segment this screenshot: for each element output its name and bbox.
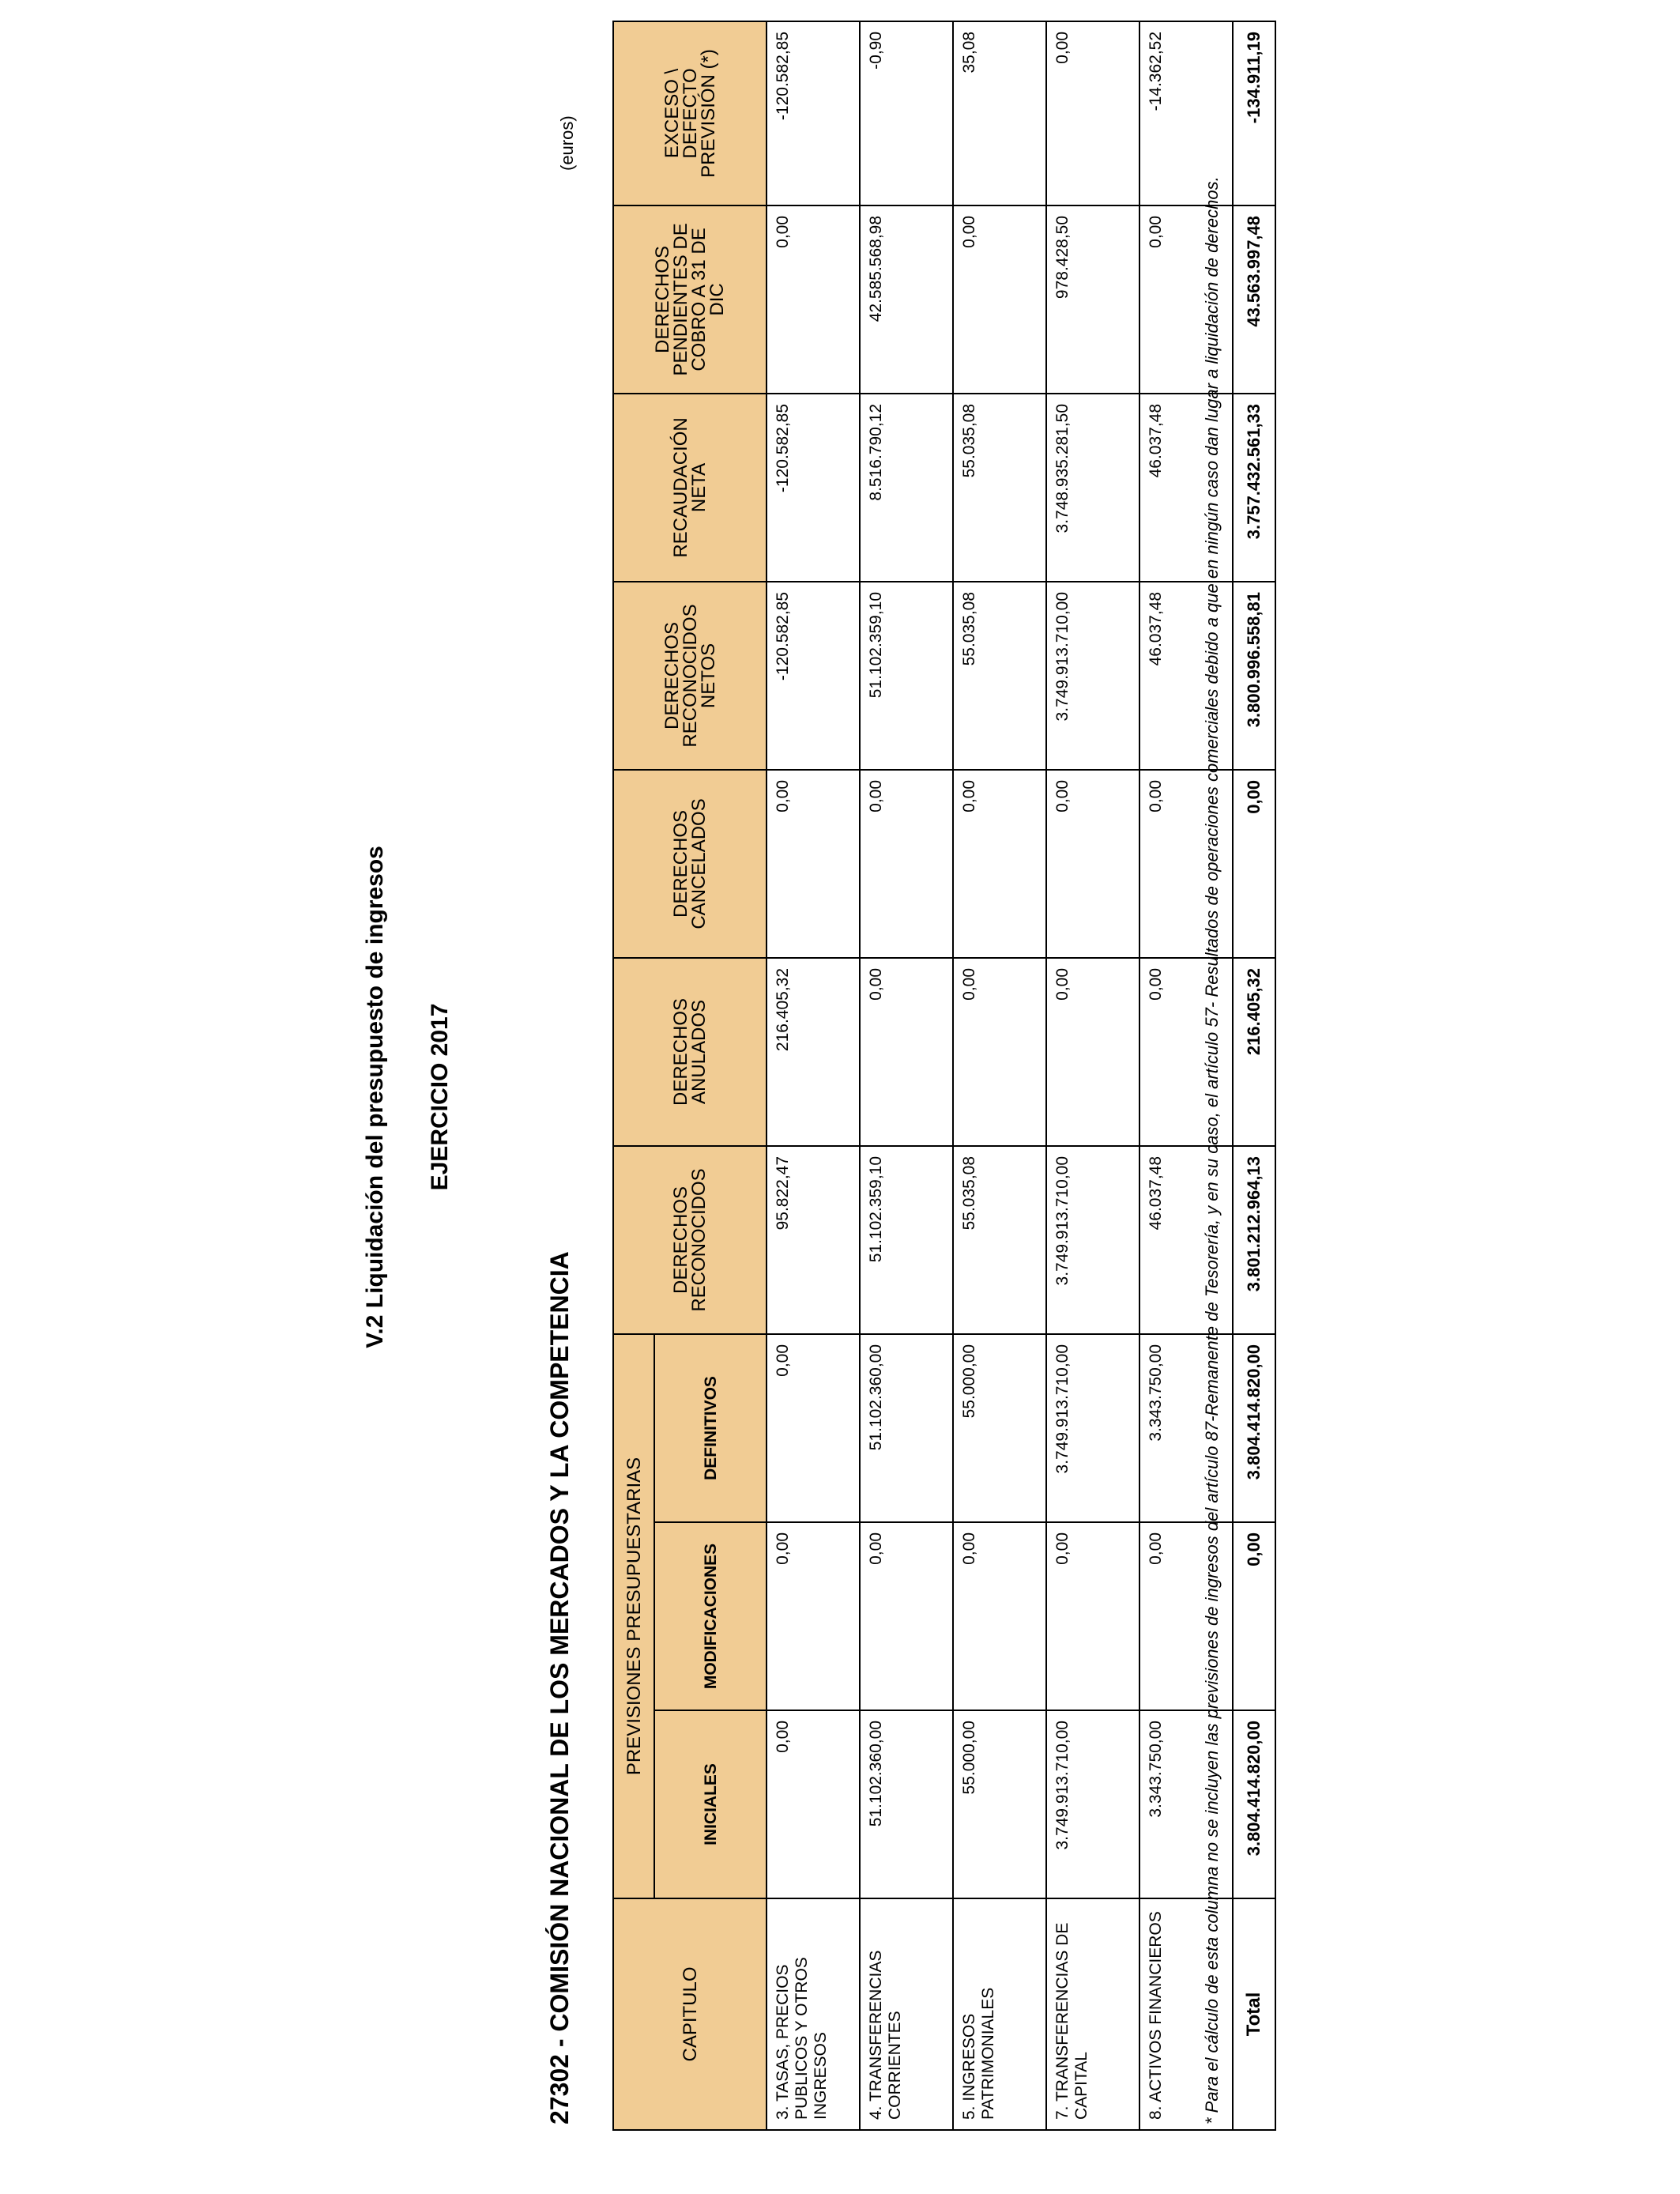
document-subtitle: EJERCICIO 2017 — [427, 1003, 453, 1191]
cell-iniciales: 0,00 — [767, 1710, 860, 1898]
cell-derechos-reconocidos-netos: 51.102.359,10 — [860, 582, 953, 770]
cell-recaudacion-neta: 8.516.790,12 — [860, 394, 953, 582]
cell-derechos-reconocidos: 51.102.359,10 — [860, 1146, 953, 1334]
budget-table — [612, 21, 1276, 2131]
col-header-modificaciones: MODIFICACIONES — [654, 1522, 767, 1710]
units-label: (euros) — [557, 115, 577, 171]
cell-modificaciones: 0,00 — [1046, 1522, 1139, 1710]
cell-recaudacion-neta: -120.582,85 — [767, 394, 860, 582]
cell-derechos-reconocidos-netos: 55.035,08 — [953, 582, 1046, 770]
cell-recaudacion-neta: 55.035,08 — [953, 394, 1046, 582]
table-row — [860, 21, 953, 2130]
cell-modificaciones: 0,00 — [1139, 1522, 1233, 1710]
col-header-derechos-anulados: DERECHOS ANULADOS — [613, 958, 767, 1146]
col-header-derechos-cancelados: DERECHOS CANCELADOS — [613, 770, 767, 958]
cell-derechos-anulados: 0,00 — [1139, 958, 1233, 1146]
col-header-recaudacion-neta: RECAUDACIÓN NETA — [613, 394, 767, 582]
cell-recaudacion-neta: 46.037,48 — [1139, 394, 1233, 582]
cell-exceso-defecto: 0,00 — [1046, 21, 1139, 205]
col-header-iniciales: INICIALES — [654, 1710, 767, 1898]
cell-capitulo: 8. ACTIVOS FINANCIEROS — [1139, 1898, 1233, 2130]
total-capitulo: Total — [1233, 1898, 1275, 2130]
col-header-capitulo: CAPITULO — [613, 1898, 767, 2130]
cell-derechos-anulados: 0,00 — [860, 958, 953, 1146]
total-derechos-cancelados: 0,00 — [1233, 770, 1275, 958]
footnote: * Para el cálculo de esta columna no se incluyen las previsiones de ingresos del artículo 87-Remanente de Tesorería, y en su caso, el artículo 57- Resultados de operaciones comerciales debido a que en ningún caso dan lugar a liquidación de derechos. — [1202, 176, 1222, 2124]
cell-derechos-cancelados: 0,00 — [1046, 770, 1139, 958]
col-header-derechos-reconocidos-netos: DERECHOS RECONOCIDOS NETOS — [613, 582, 767, 770]
cell-capitulo: 3. TASAS, PRECIOS PUBLICOS Y OTROS INGRESOS — [767, 1898, 860, 2130]
cell-derechos-reconocidos-netos: 3.749.913.710,00 — [1046, 582, 1139, 770]
document-title: V.2 Liquidación del presupuesto de ingresos — [362, 846, 388, 1348]
cell-iniciales: 3.343.750,00 — [1139, 1710, 1233, 1898]
cell-derechos-anulados: 0,00 — [1046, 958, 1139, 1146]
cell-derechos-reconocidos: 95.822,47 — [767, 1146, 860, 1334]
cell-iniciales: 55.000,00 — [953, 1710, 1046, 1898]
col-header-derechos-reconocidos: DERECHOS RECONOCIDOS — [613, 1146, 767, 1334]
cell-definitivos: 55.000,00 — [953, 1334, 1046, 1522]
col-header-definitivos: DEFINITIVOS — [654, 1334, 767, 1522]
cell-exceso-defecto: 35,08 — [953, 21, 1046, 205]
cell-modificaciones: 0,00 — [953, 1522, 1046, 1710]
cell-derechos-pendientes: 978.428,50 — [1046, 205, 1139, 394]
total-derechos-anulados: 216.405,32 — [1233, 958, 1275, 1146]
total-exceso-defecto: -134.911,19 — [1233, 21, 1275, 205]
cell-definitivos: 3.343.750,00 — [1139, 1334, 1233, 1522]
table-row — [767, 21, 860, 2130]
total-recaudacion-neta: 3.757.432.561,33 — [1233, 394, 1275, 582]
cell-derechos-anulados: 0,00 — [953, 958, 1046, 1146]
cell-derechos-cancelados: 0,00 — [860, 770, 953, 958]
cell-derechos-reconocidos: 3.749.913.710,00 — [1046, 1146, 1139, 1334]
cell-definitivos: 0,00 — [767, 1334, 860, 1522]
cell-derechos-reconocidos-netos: -120.582,85 — [767, 582, 860, 770]
cell-exceso-defecto: -14.362,52 — [1139, 21, 1233, 205]
cell-exceso-defecto: -0,90 — [860, 21, 953, 205]
table-row — [953, 21, 1046, 2130]
table-body — [767, 21, 1275, 2130]
table-row — [1046, 21, 1139, 2130]
cell-iniciales: 51.102.360,00 — [860, 1710, 953, 1898]
col-header-derechos-pendientes: DERECHOS PENDIENTES DE COBRO A 31 DE DIC — [613, 205, 767, 394]
total-modificaciones: 0,00 — [1233, 1522, 1275, 1710]
cell-derechos-reconocidos: 46.037,48 — [1139, 1146, 1233, 1334]
cell-derechos-reconocidos: 55.035,08 — [953, 1146, 1046, 1334]
cell-derechos-pendientes: 0,00 — [953, 205, 1046, 394]
cell-derechos-pendientes: 0,00 — [1139, 205, 1233, 394]
total-derechos-reconocidos-netos: 3.800.996.558,81 — [1233, 582, 1275, 770]
cell-derechos-pendientes: 42.585.568,98 — [860, 205, 953, 394]
cell-modificaciones: 0,00 — [860, 1522, 953, 1710]
cell-capitulo: 4. TRANSFERENCIAS CORRIENTES — [860, 1898, 953, 2130]
cell-definitivos: 51.102.360,00 — [860, 1334, 953, 1522]
cell-derechos-cancelados: 0,00 — [767, 770, 860, 958]
cell-derechos-cancelados: 0,00 — [953, 770, 1046, 958]
cell-derechos-pendientes: 0,00 — [767, 205, 860, 394]
cell-modificaciones: 0,00 — [767, 1522, 860, 1710]
cell-derechos-anulados: 216.405,32 — [767, 958, 860, 1146]
total-derechos-pendientes: 43.563.997,48 — [1233, 205, 1275, 394]
cell-derechos-cancelados: 0,00 — [1139, 770, 1233, 958]
total-iniciales: 3.804.414.820,00 — [1233, 1710, 1275, 1898]
total-definitivos: 3.804.414.820,00 — [1233, 1334, 1275, 1522]
cell-capitulo: 5. INGRESOS PATRIMONIALES — [953, 1898, 1046, 2130]
cell-recaudacion-neta: 3.748.935.281,50 — [1046, 394, 1139, 582]
cell-definitivos: 3.749.913.710,00 — [1046, 1334, 1139, 1522]
total-derechos-reconocidos: 3.801.212.964,13 — [1233, 1146, 1275, 1334]
group-header-previsiones: PREVISIONES PRESUPUESTARIAS — [613, 1334, 654, 1898]
col-header-exceso-defecto: EXCESO \ DEFECTO PREVISIÓN (*) — [613, 21, 767, 205]
group-header-row — [613, 21, 654, 2130]
entity-heading: 27302 - COMISIÓN NACIONAL DE LOS MERCADOS Y LA COMPETENCIA — [545, 1251, 574, 2124]
total-row — [1233, 21, 1275, 2130]
cell-iniciales: 3.749.913.710,00 — [1046, 1710, 1139, 1898]
cell-derechos-reconocidos-netos: 46.037,48 — [1139, 582, 1233, 770]
cell-capitulo: 7. TRANSFERENCIAS DE CAPITAL — [1046, 1898, 1139, 2130]
cell-exceso-defecto: -120.582,85 — [767, 21, 860, 205]
